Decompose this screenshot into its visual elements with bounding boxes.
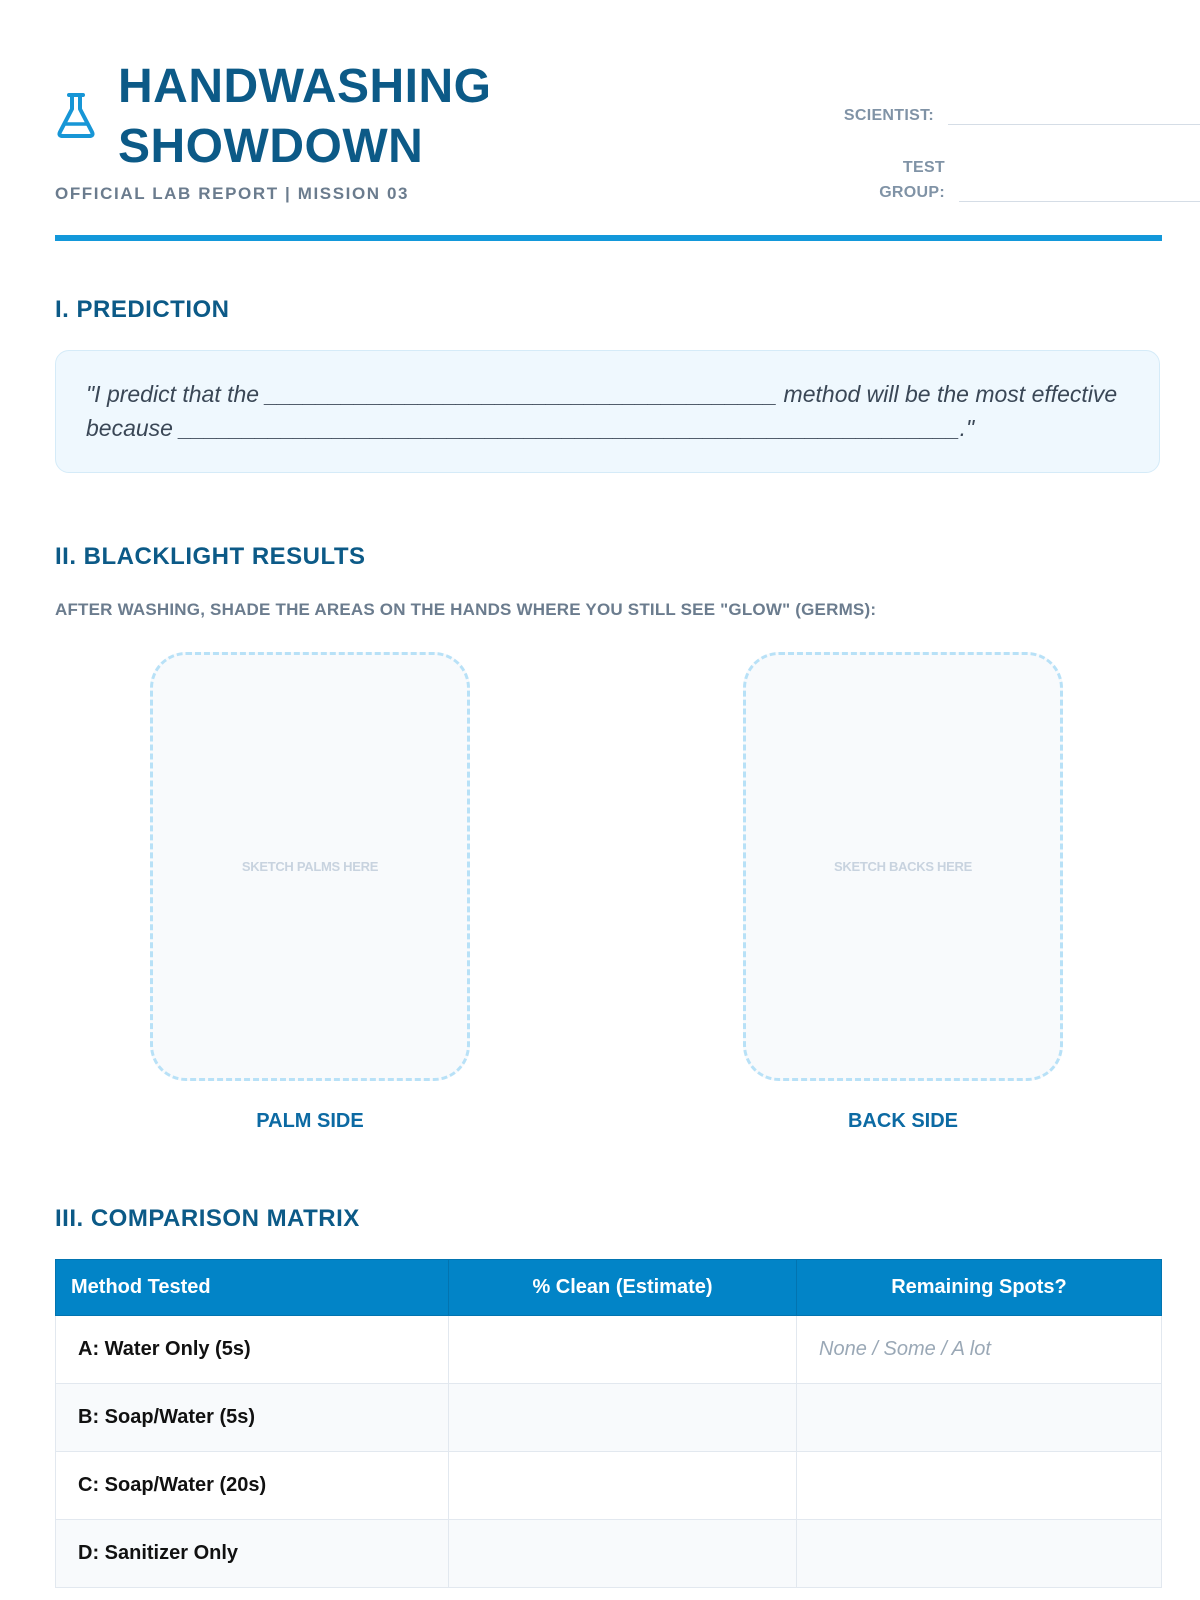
table-row <box>56 1316 1162 1384</box>
palm-side-caption: PALM SIDE <box>256 1110 364 1132</box>
test-group-write-line[interactable] <box>959 200 1200 202</box>
method-cell: B: Soap/Water (5s) <box>56 1384 449 1452</box>
column-header-method: Method Tested <box>56 1260 449 1316</box>
title-line-2: SHOWDOWN <box>118 120 424 173</box>
comparison-matrix-table <box>55 1259 1162 1588</box>
lab-report-page <box>55 0 1162 1564</box>
test-group-label <box>795 155 945 205</box>
prediction-blank-reason[interactable]: _____________________________________________________________ <box>179 415 960 441</box>
scientist-field <box>782 103 1200 128</box>
title-line-1: HANDWASHING <box>118 60 492 113</box>
test-group-field <box>795 155 1200 205</box>
prediction-box <box>55 350 1160 473</box>
table-row <box>56 1452 1162 1520</box>
table-row <box>56 1384 1162 1452</box>
report-header <box>55 0 1162 242</box>
header-divider <box>55 235 1162 241</box>
flask-icon <box>55 90 97 140</box>
table-header-row <box>56 1260 1162 1316</box>
page-title <box>118 57 492 177</box>
remaining-spots-cell[interactable] <box>797 1384 1162 1452</box>
blacklight-heading: II. BLACKLIGHT RESULTS <box>55 543 366 570</box>
prediction-text-part-2: method will be the most effective because <box>86 381 1118 441</box>
back-sketch-area[interactable] <box>743 652 1063 1081</box>
prediction-text-part-1: "I predict that the <box>86 381 266 407</box>
matrix-heading: III. COMPARISON MATRIX <box>55 1205 360 1232</box>
table-row <box>56 1520 1162 1588</box>
method-cell: A: Water Only (5s) <box>56 1316 449 1384</box>
method-cell: C: Soap/Water (20s) <box>56 1452 449 1520</box>
clean-estimate-cell[interactable] <box>449 1520 797 1588</box>
clean-estimate-cell[interactable] <box>449 1384 797 1452</box>
clean-estimate-cell[interactable] <box>449 1452 797 1520</box>
scientist-write-line[interactable] <box>948 123 1200 125</box>
prediction-heading: I. PREDICTION <box>55 296 230 323</box>
column-header-clean: % Clean (Estimate) <box>449 1260 797 1316</box>
prediction-text <box>86 377 1129 445</box>
column-header-spots: Remaining Spots? <box>797 1260 1162 1316</box>
method-cell: D: Sanitizer Only <box>56 1520 449 1588</box>
scientist-label: SCIENTIST: <box>843 107 934 124</box>
palm-sketch-area[interactable] <box>150 652 470 1081</box>
test-group-label-line-1: TEST <box>902 159 945 176</box>
test-group-label-line-2: GROUP: <box>879 184 945 201</box>
clean-estimate-cell[interactable] <box>449 1316 797 1384</box>
back-side-caption: BACK SIDE <box>847 1110 958 1132</box>
back-sketch-hint: SKETCH BACKS HERE <box>834 859 972 874</box>
prediction-text-part-3: ." <box>959 415 975 441</box>
remaining-spots-cell[interactable]: None / Some / A lot <box>797 1316 1162 1384</box>
palm-sketch-hint: SKETCH PALMS HERE <box>241 859 379 874</box>
blacklight-instruction: AFTER WASHING, SHADE THE AREAS ON THE HANDS WHERE YOU STILL SEE "GLOW" (GERMS): <box>55 600 877 619</box>
remaining-spots-cell[interactable] <box>797 1520 1162 1588</box>
remaining-spots-cell[interactable] <box>797 1452 1162 1520</box>
report-subtitle: OFFICIAL LAB REPORT | MISSION 03 <box>55 184 410 203</box>
prediction-blank-method[interactable]: ________________________________________ <box>265 381 778 407</box>
